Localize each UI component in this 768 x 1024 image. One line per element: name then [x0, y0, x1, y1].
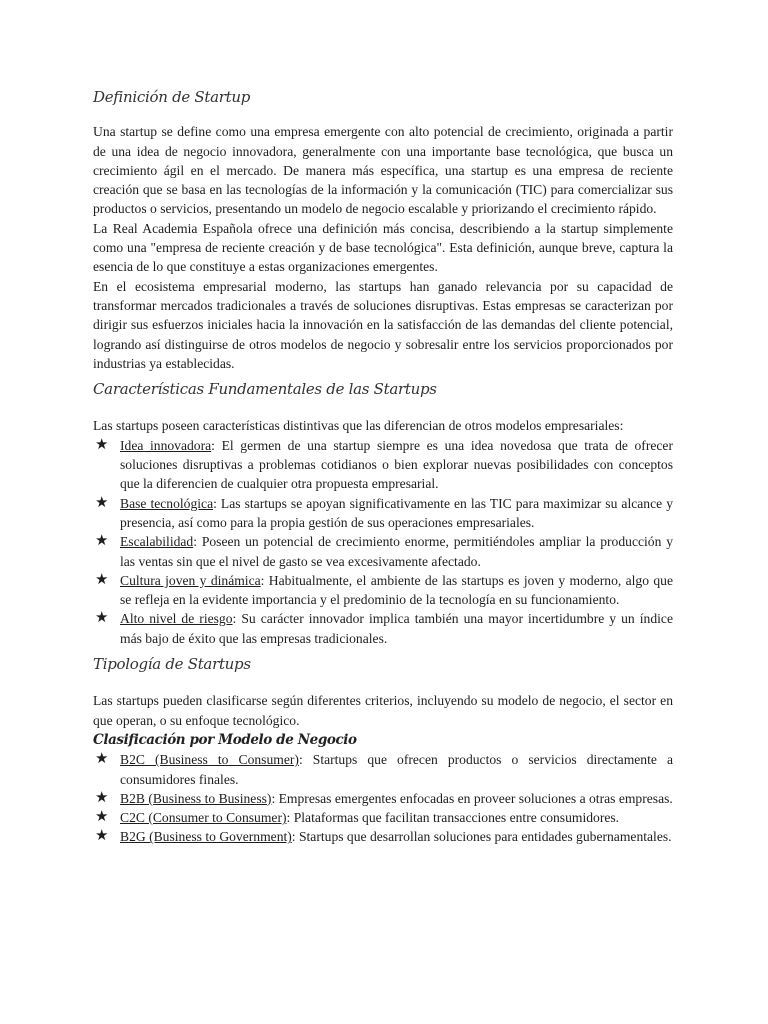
list-item-text: : Su carácter innovador implica también una mayor incertidumbre y un índice más bajo de éxito que las empresas tradicionales.	[120, 611, 673, 646]
star-icon: ★	[95, 436, 109, 453]
list-item-text: : Habitualmente, el ambiente de las startups es joven y moderno, algo que se refleja en la evidente importancia y el predominio de la tecnología en su funcionamiento.	[120, 572, 673, 608]
subsection-heading-modelo-negocio: Clasificación por Modelo de Negocio	[93, 731, 357, 748]
list-item-term: B2B (Business to Business)	[120, 790, 272, 806]
paragraph: Una startup se define como una empresa emergente con alto potencial de crecimiento, originada a partir de una idea de negocio innovadora, generalmente con una importante base tecnológica, que busca un crecimiento ágil en el mercado. De manera más específica, una startup es una empresa de reciente creación que se basa en las tecnologías de la información y la comunicación (TIC) para comercializar sus productos o servicios, presentando un modelo de negocio escalable y priorizando el crecimiento rápido.	[93, 124, 673, 217]
list-item-text: : Las startups se apoyan significativamente en las TIC para maximizar su alcance y presencia, así como para la propia gestión de sus operaciones empresariales.	[120, 495, 673, 530]
characteristics-list	[93, 436, 673, 648]
star-icon: ★	[95, 789, 109, 806]
list-item	[93, 827, 673, 846]
list-item-term: Escalabilidad	[120, 534, 194, 550]
list-item-text: : Poseen un potencial de crecimiento enorme, permitiéndoles ampliar la producción y las ventas sin que el nivel de gasto se vea excesivamente afectado.	[120, 534, 673, 569]
list-item-text: : Startups que ofrecen productos o servicios directamente a consumidores finales.	[120, 752, 673, 787]
list-item-text: : Empresas emergentes enfocadas en proveer soluciones a otras empresas.	[271, 790, 673, 806]
paragraph: La Real Academia Española ofrece una definición más concisa, describiendo a la startup simplemente como una "empresa de reciente creación y de base tecnológica". Esta definición, aunque breve, captura la esencia de lo que constituye a estas organizaciones emergentes.	[93, 220, 673, 275]
star-icon: ★	[95, 571, 109, 588]
list-item	[93, 494, 673, 533]
list-item	[93, 532, 673, 571]
list-item-term: B2C (Business to Consumer)	[120, 752, 299, 768]
list-item	[93, 750, 673, 789]
star-icon: ★	[95, 828, 109, 845]
business-model-list	[93, 750, 673, 846]
list-item-text: : Startups que desarrollan soluciones para entidades gubernamentales.	[291, 829, 672, 845]
star-icon: ★	[95, 809, 109, 826]
list-item	[93, 609, 673, 648]
list-item	[93, 808, 673, 827]
paragraph: Las startups poseen características distintivas que las diferencian de otros modelos empresariales:	[93, 418, 624, 434]
list-item-term: Idea innovadora	[120, 437, 212, 453]
list-item-term: Alto nivel de riesgo	[120, 611, 233, 627]
list-item	[93, 789, 673, 808]
paragraph: En el ecosistema empresarial moderno, las startups han ganado relevancia por su capacidad de transformar mercados tradicionales a través de soluciones disruptivas. Estas empresas se caracterizan por dirigir sus esfuerzos iniciales hacia la innovación en la satisfacción de las demandas del cliente potencial, logrando así distinguirse de otros modelos de negocio y sobresalir entre los servicios proporcionados por industrias ya establecidas.	[93, 278, 673, 371]
list-item	[93, 436, 673, 494]
section-heading-tipologia: Tipología de Startups	[93, 655, 251, 674]
list-item	[93, 571, 673, 610]
list-item-term: Cultura joven y dinámica	[120, 572, 261, 588]
paragraph: Las startups pueden clasificarse según diferentes criterios, incluyendo su modelo de negocio, el sector en que operan, o su enfoque tecnológico.	[93, 693, 673, 728]
list-item-term: Base tecnológica	[120, 495, 214, 511]
star-icon: ★	[95, 494, 109, 511]
star-icon: ★	[95, 533, 109, 550]
section-heading-definicion: Definición de Startup	[93, 88, 251, 106]
star-icon: ★	[95, 610, 109, 627]
list-item-text: : Plataformas que facilitan transacciones entre consumidores.	[286, 810, 620, 826]
document-page	[93, 88, 673, 847]
list-item-term: B2G (Business to Government)	[120, 829, 292, 845]
star-icon: ★	[95, 751, 109, 768]
list-item-term: C2C (Consumer to Consumer)	[120, 810, 287, 826]
list-item-text: : El germen de una startup siempre es una idea novedosa que trata de ofrecer soluciones disruptivas a problemas cotidianos o bien explorar nuevas posibilidades con conceptos que la diferencien de cualquier otra propuesta empresarial.	[120, 437, 673, 492]
section-heading-caracteristicas: Características Fundamentales de las Startups	[93, 380, 437, 399]
